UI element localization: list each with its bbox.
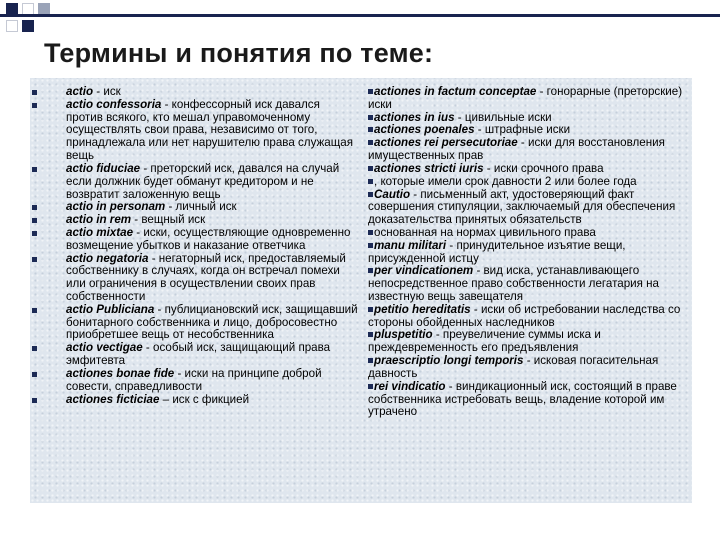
term-item xyxy=(368,381,690,419)
term-name: actiones ficticiae xyxy=(66,392,160,406)
term-definition: - особый иск, защищающий права эмфитевта xyxy=(66,341,331,368)
term-name: actio in rem xyxy=(66,213,132,227)
square-bullet-icon xyxy=(32,167,37,172)
term-name: actiones poenales xyxy=(374,123,475,137)
term-name: per vindicationem xyxy=(374,264,474,278)
deco-square xyxy=(6,20,18,32)
term-name: manu militari xyxy=(374,238,447,252)
term-item xyxy=(368,355,690,381)
square-bullet-icon xyxy=(368,332,373,337)
term-definition: - иски, осуществляющие одновременно возмещение убытков и наказание ответчика xyxy=(66,225,351,252)
term-name: actiones stricti iuris xyxy=(374,161,484,175)
term-item xyxy=(32,368,358,394)
term-name: Cautio xyxy=(374,187,411,201)
term-item xyxy=(32,163,358,201)
term-definition: - письменный акт, удостоверяющий факт совершения стипуляции, заключаемый для обеспечения доказательства принятых обязательств xyxy=(368,187,676,227)
square-bullet-icon xyxy=(368,179,373,184)
square-bullet-icon xyxy=(32,90,37,95)
term-item xyxy=(368,86,690,112)
term-definition: - штрафные иски xyxy=(474,123,571,137)
term-definition: - преторский иск, давался на случай если должник будет обманут кредитором и не возвратит заложенную вещь xyxy=(66,161,340,201)
square-bullet-icon xyxy=(32,257,37,262)
term-item xyxy=(368,240,690,266)
term-definition: - гонорарные (преторские) иски xyxy=(368,85,683,111)
square-bullet-icon xyxy=(368,89,373,94)
header-rule xyxy=(0,14,720,17)
term-definition: - иски об истребовании наследства со стороны обойденных наследников xyxy=(368,302,681,329)
square-bullet-icon xyxy=(368,384,373,389)
term-name: actio mixtae xyxy=(66,225,134,239)
term-item xyxy=(32,342,358,368)
square-bullet-icon xyxy=(32,205,37,210)
term-definition: - негаторный иск, предоставляемый собственнику в случаях, когда он встречал помехи или ограничения в осуществлении своих прав собственности xyxy=(66,251,346,303)
square-bullet-icon xyxy=(32,231,37,236)
term-name: actio fiduciae xyxy=(66,161,141,175)
term-definition: - преувеличение суммы иска и преждевременность его предъявления xyxy=(368,328,601,355)
term-item xyxy=(32,304,358,342)
term-definition: - публициановский иск, защищавший бонитарного собственника и лицо, добросовестно приобретшее вещь от несобственника xyxy=(66,302,358,342)
square-bullet-icon xyxy=(368,230,373,235)
term-item xyxy=(32,394,358,407)
term-definition: - иск xyxy=(93,85,121,98)
term-definition: - иски на принципе доброй совести, справедливости xyxy=(66,366,322,393)
term-item xyxy=(368,189,690,227)
square-bullet-icon xyxy=(368,268,373,273)
term-name: actio negatoria xyxy=(66,251,149,265)
term-name: actio in personam xyxy=(66,200,166,214)
corner-decoration xyxy=(0,0,60,40)
term-definition: - иски для восстановления имущественных прав xyxy=(368,136,665,163)
square-bullet-icon xyxy=(32,372,37,377)
term-definition: - виндикационный иск, состоящий в праве собственника истребовать вещь, владение которой им утрачено xyxy=(368,379,677,419)
term-name: actio confessoria xyxy=(66,97,162,111)
left-term-list xyxy=(32,86,358,406)
term-item xyxy=(32,253,358,304)
term-definition: - личный иск xyxy=(165,200,237,214)
term-name: rei vindicatio xyxy=(374,379,446,393)
term-definition: - вещный иск xyxy=(131,213,206,227)
term-definition: – иск с фикцией xyxy=(159,392,250,406)
term-name: actio Publiciana xyxy=(66,302,155,316)
square-bullet-icon xyxy=(368,192,373,197)
square-bullet-icon xyxy=(368,243,373,248)
square-bullet-icon xyxy=(32,218,37,223)
square-bullet-icon xyxy=(368,358,373,363)
term-definition: - конфессорный иск давался против всякого, кто мешал управомоченному осуществлять свои права, независимо от того, принадлежала или нет нарушителю права служащая вещь xyxy=(66,97,353,163)
square-bullet-icon xyxy=(368,307,373,312)
term-name: petitio hereditatis xyxy=(374,302,471,316)
square-bullet-icon xyxy=(32,346,37,351)
term-definition: - цивильные иски xyxy=(454,110,552,124)
term-definition: , которые имели срок давности 2 или более года xyxy=(374,174,637,188)
square-bullet-icon xyxy=(32,398,37,403)
square-bullet-icon xyxy=(368,115,373,120)
term-name: pluspetitio xyxy=(374,328,433,342)
term-name: actio vectigae xyxy=(66,341,143,355)
term-name: actiones in factum conceptae xyxy=(374,85,537,98)
term-name: actiones in ius xyxy=(374,110,455,124)
term-definition: - иски срочного права xyxy=(483,161,604,175)
term-item xyxy=(368,304,690,330)
term-name: actiones bonae fide xyxy=(66,366,175,380)
term-definition: - вид иска, устанавливающего непосредственное право собственности легатария на известную вещь завещателя xyxy=(368,264,659,303)
term-item xyxy=(368,137,690,163)
square-bullet-icon xyxy=(32,308,37,313)
term-name: praescriptio longi temporis xyxy=(374,354,524,368)
square-bullet-icon xyxy=(368,140,373,145)
square-bullet-icon xyxy=(32,103,37,108)
term-item xyxy=(32,227,358,253)
term-definition: - исковая погасительная давность xyxy=(368,354,659,380)
term-name: actio xyxy=(66,85,94,98)
term-item xyxy=(32,99,358,163)
term-definition: основанная на нормах цивильного права xyxy=(374,225,596,239)
term-item xyxy=(368,329,690,355)
deco-square xyxy=(22,20,34,32)
term-definition: - принудительное изъятие вещи, присужденной истцу xyxy=(368,238,626,265)
square-bullet-icon xyxy=(368,166,373,171)
square-bullet-icon xyxy=(368,127,373,132)
right-term-list xyxy=(368,86,690,419)
term-item xyxy=(368,265,690,303)
term-name: actiones rei persecutoriae xyxy=(374,136,518,150)
slide-title: Термины и понятия по теме: xyxy=(44,38,434,68)
